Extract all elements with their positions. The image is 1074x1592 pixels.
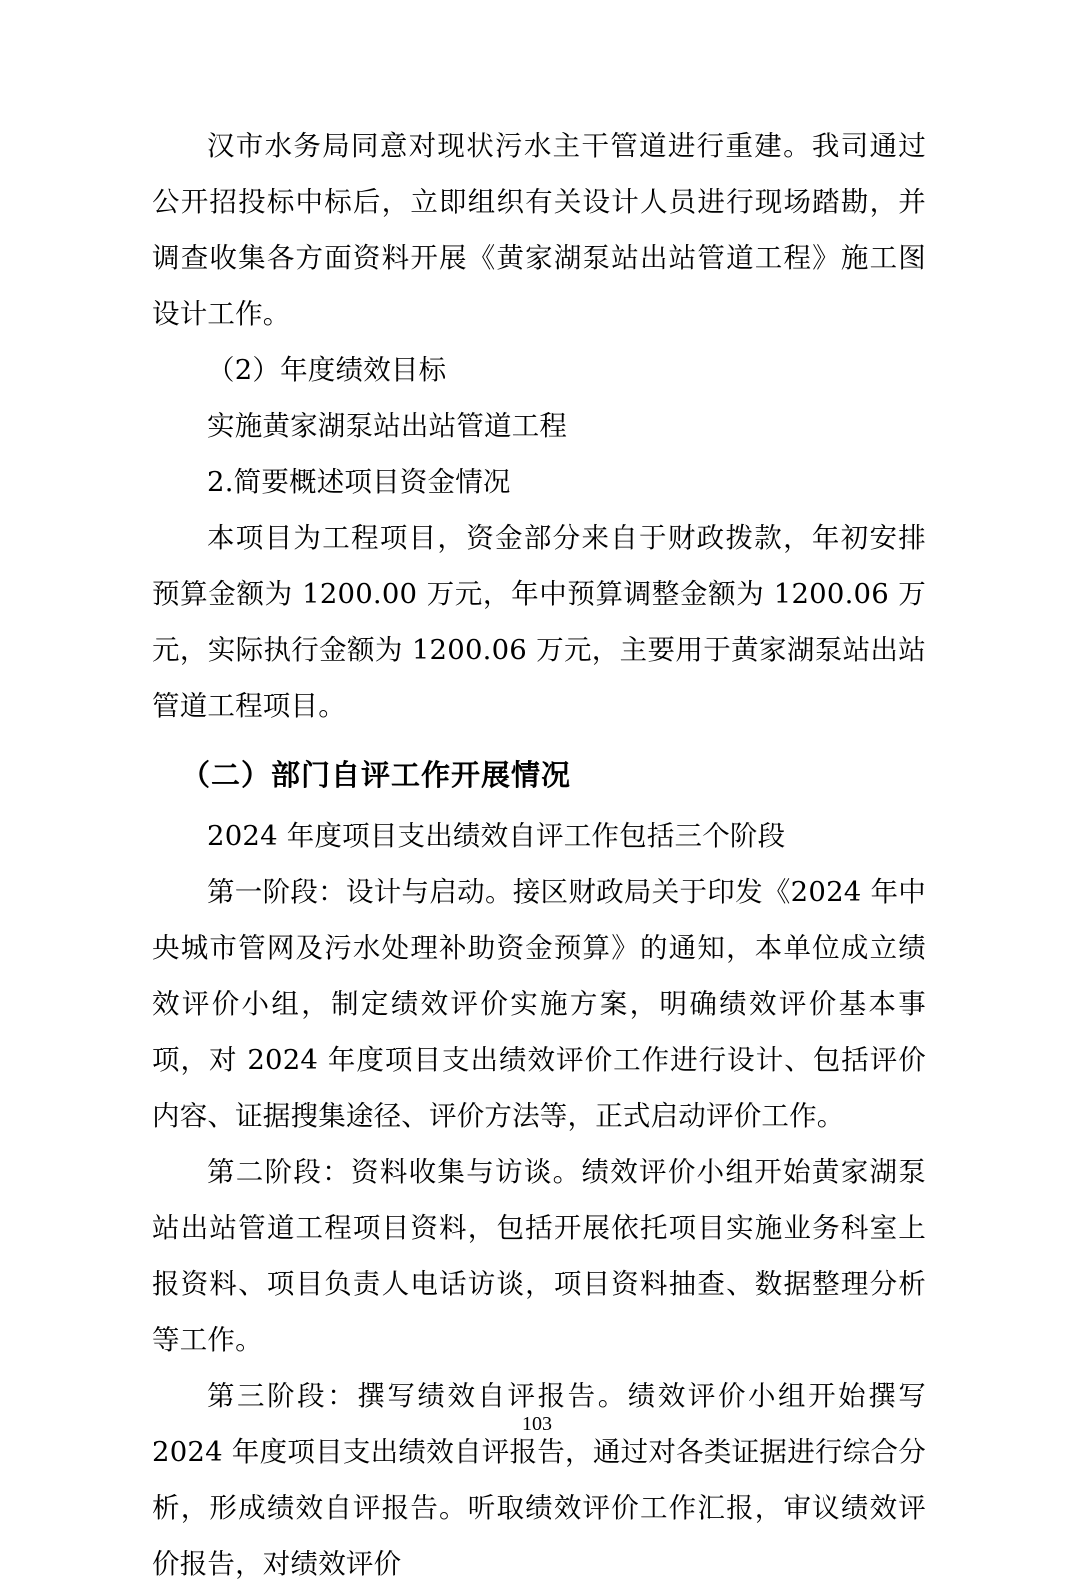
section-heading: （二）部门自评工作开展情况: [181, 758, 572, 792]
paragraph-9: 第三阶段：撰写绩效自评报告。绩效评价小组开始撰写 2024 年度项目支出绩效自评报告，通过对各类证据进行综合分析，形成绩效自评报告。听取绩效评价工作汇报，审议绩效评价报告，对绩效评价: [152, 1380, 926, 1580]
paragraph-3: 实施黄家湖泵站出站管道工程: [207, 410, 568, 442]
paragraph-4: 2.简要概述项目资金情况: [207, 466, 511, 498]
document-body: [152, 118, 926, 1592]
paragraph-2: （2）年度绩效目标: [207, 354, 447, 386]
page-number: 103: [522, 1413, 552, 1435]
paragraph-7: 第一阶段：设计与启动。接区财政局关于印发《2024 年中央城市管网及污水处理补助资金预算》的通知，本单位成立绩效评价小组，制定绩效评价实施方案，明确绩效评价基本事项，对 2024 年度项目支出绩效评价工作进行设计、包括评价内容、证据搜集途径、评价方法等，正式启动评价工作。: [152, 876, 926, 1132]
paragraph-5: 本项目为工程项目，资金部分来自于财政拨款，年初安排预算金额为 1200.00 万元，年中预算调整金额为 1200.06 万元，实际执行金额为 1200.06 万元，主要用于黄家湖泵站出站管道工程项目。: [152, 522, 926, 722]
paragraph-6: 2024 年度项目支出绩效自评工作包括三个阶段: [207, 820, 786, 852]
paragraph-1: 汉市水务局同意对现状污水主干管道进行重建。我司通过公开招投标中标后，立即组织有关设计人员进行现场踏勘，并调查收集各方面资料开展《黄家湖泵站出站管道工程》施工图设计工作。: [152, 130, 926, 330]
paragraph-8: 第二阶段：资料收集与访谈。绩效评价小组开始黄家湖泵站出站管道工程项目资料，包括开展依托项目实施业务科室上报资料、项目负责人电话访谈，项目资料抽查、数据整理分析等工作。: [152, 1156, 926, 1356]
